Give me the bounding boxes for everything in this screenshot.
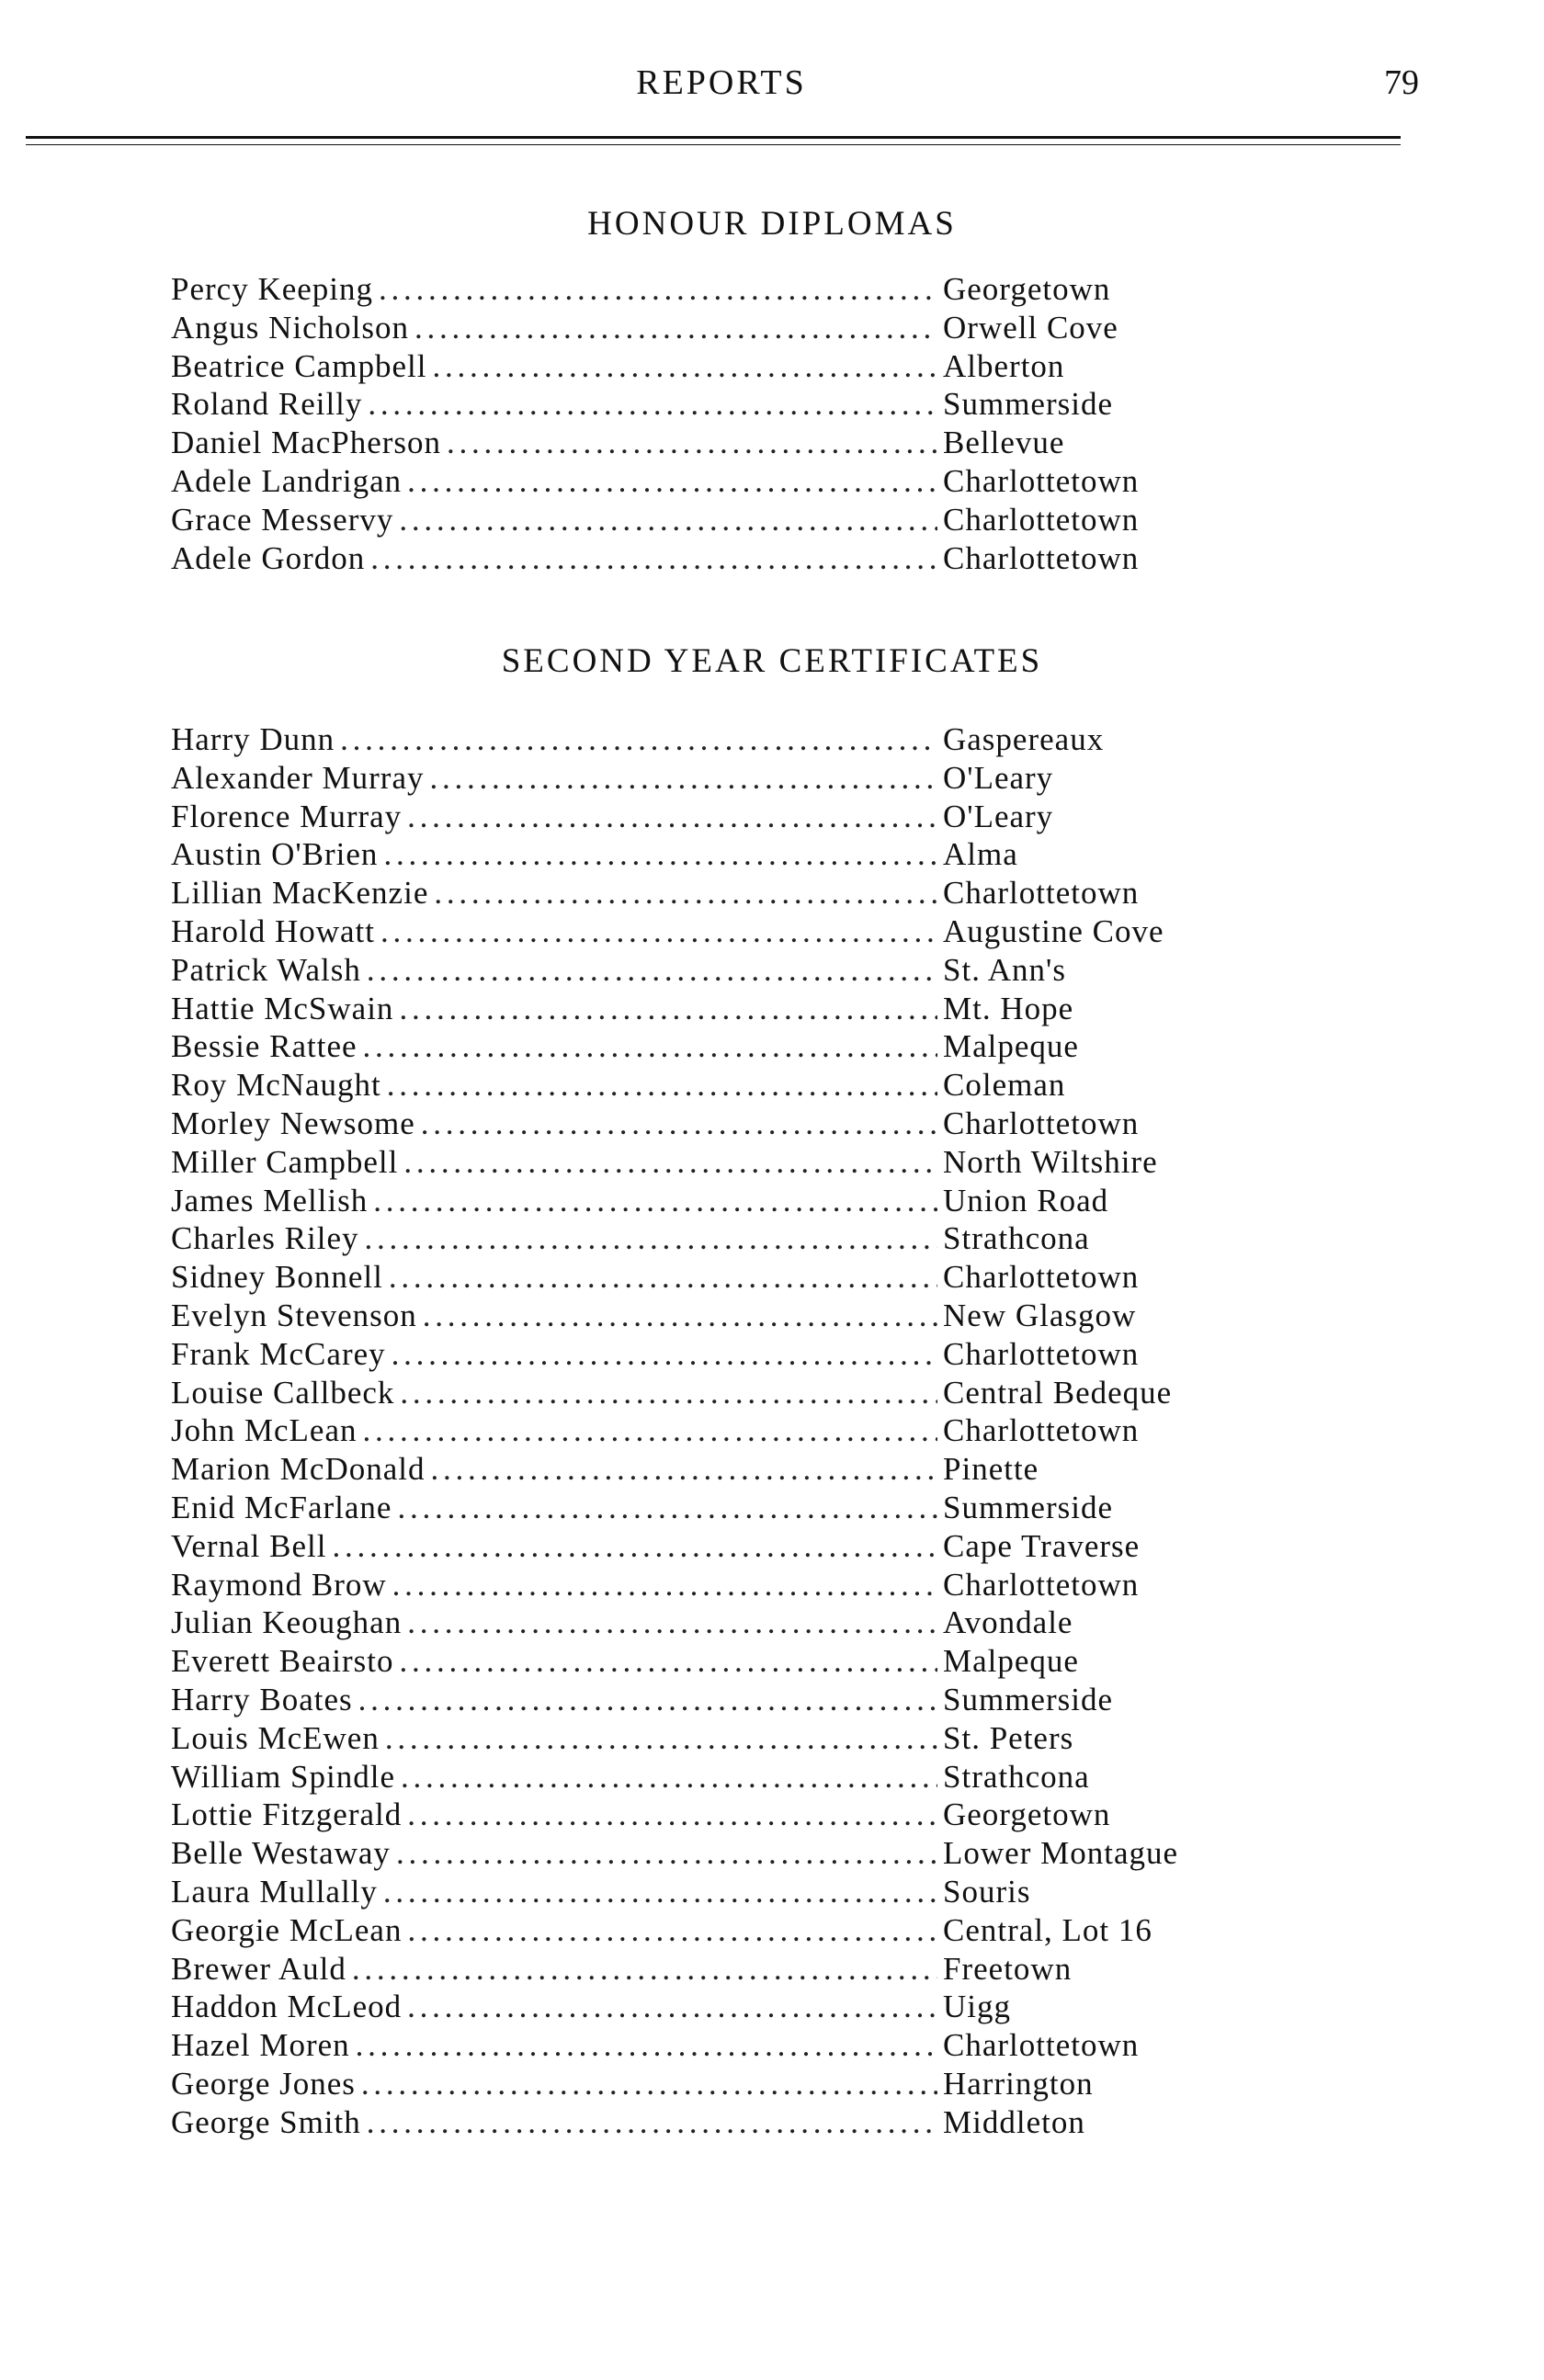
list-entry — [171, 798, 1219, 836]
dot-leader — [407, 1911, 937, 1950]
entry-name: Roy McNaught — [171, 1067, 381, 1104]
dot-leader — [414, 309, 937, 347]
list-entry — [171, 1758, 1219, 1796]
entry-place: St. Peters — [943, 1719, 1074, 1756]
entry-name: Morley Newsome — [171, 1105, 415, 1141]
entry-place: O'Leary — [943, 759, 1054, 796]
entry-place: Orwell Cove — [943, 309, 1118, 346]
entry-place: Summerside — [943, 1681, 1113, 1717]
entry-name: Miller Campbell — [171, 1143, 399, 1180]
list-entry — [171, 759, 1219, 798]
entry-name: William Spindle — [171, 1758, 395, 1795]
list-entry — [171, 1374, 1219, 1412]
entry-place: Uigg — [943, 1989, 1011, 2025]
entry-place: St. Ann's — [943, 951, 1066, 988]
entry-name: Belle Westaway — [171, 1835, 391, 1872]
dot-leader — [392, 1566, 937, 1604]
entry-name: Percy Keeping — [171, 271, 374, 307]
entry-place: Charlottetown — [943, 1335, 1140, 1372]
entry-name: Patrick Walsh — [171, 951, 361, 988]
list-entry — [171, 309, 1219, 347]
dot-leader — [396, 1834, 937, 1873]
honour-diplomas-heading: HONOUR DIPLOMAS — [587, 205, 957, 243]
list-entry — [171, 1335, 1219, 1374]
entry-name: Adele Landrigan — [171, 462, 403, 499]
list-entry — [171, 990, 1219, 1028]
entry-place: O'Leary — [943, 798, 1054, 834]
dot-leader — [399, 501, 937, 539]
entry-place: Alma — [943, 836, 1018, 873]
entry-place: New Glasgow — [943, 1297, 1137, 1333]
dot-leader — [362, 1411, 937, 1450]
running-head — [28, 62, 1419, 118]
dot-leader — [429, 759, 937, 798]
dot-leader — [432, 347, 937, 386]
entry-name: James Mellish — [171, 1182, 369, 1218]
entry-name: George Smith — [171, 2103, 361, 2140]
dot-leader — [367, 2103, 937, 2142]
list-entry — [171, 1450, 1219, 1489]
dot-leader — [403, 1143, 937, 1182]
entry-place: Charlottetown — [943, 539, 1140, 576]
entry-place: Freetown — [943, 1950, 1073, 1987]
entry-place: Charlottetown — [943, 1259, 1140, 1296]
entry-place: Souris — [943, 1873, 1031, 1910]
dot-leader — [392, 1335, 937, 1374]
dot-leader — [407, 1604, 937, 1642]
entry-place: Malpeque — [943, 1028, 1079, 1065]
list-entry — [171, 270, 1219, 309]
dot-leader — [401, 1758, 937, 1796]
list-entry — [171, 720, 1219, 759]
list-entry — [171, 1297, 1219, 1335]
entry-place: Harrington — [943, 2065, 1094, 2102]
entry-name: Hazel Moren — [171, 2027, 350, 2064]
list-entry — [171, 912, 1219, 951]
list-entry — [171, 1411, 1219, 1450]
entry-name: Laura Mullally — [171, 1873, 378, 1910]
entry-name: Everett Beairsto — [171, 1643, 394, 1680]
list-entry — [171, 347, 1219, 386]
list-entry — [171, 1796, 1219, 1834]
list-entry — [171, 1642, 1219, 1681]
list-entry — [171, 385, 1219, 424]
entry-place: Cape Traverse — [943, 1527, 1141, 1564]
entry-place: Charlottetown — [943, 875, 1140, 912]
dot-leader — [407, 1988, 937, 2026]
entry-place: Central, Lot 16 — [943, 1911, 1152, 1948]
entry-name: Roland Reilly — [171, 386, 363, 423]
dot-leader — [399, 1642, 937, 1681]
entry-place: Coleman — [943, 1067, 1066, 1104]
entry-name: Harry Boates — [171, 1681, 353, 1717]
entry-name: Harry Dunn — [171, 721, 335, 757]
entry-place: Georgetown — [943, 271, 1111, 307]
dot-leader — [423, 1297, 937, 1335]
entry-name: Grace Messervy — [171, 501, 394, 538]
second-year-certificates-list — [171, 720, 1219, 2141]
header-rule-thin — [26, 144, 1401, 145]
entry-place: Avondale — [943, 1604, 1073, 1641]
entry-place: Augustine Cove — [943, 912, 1164, 949]
dot-leader — [447, 424, 937, 462]
entry-name: Alexander Murray — [171, 759, 425, 796]
entry-place: North Wiltshire — [943, 1143, 1158, 1180]
dot-leader — [332, 1527, 937, 1566]
entry-name: Louis McEwen — [171, 1719, 380, 1756]
entry-name: Daniel MacPherson — [171, 425, 442, 461]
dot-leader — [340, 720, 937, 759]
running-title: REPORTS — [636, 63, 807, 102]
list-entry — [171, 1489, 1219, 1527]
dot-leader — [373, 1182, 937, 1220]
list-entry — [171, 874, 1219, 912]
list-entry — [171, 1143, 1219, 1182]
list-entry — [171, 2026, 1219, 2065]
entry-place: Mt. Hope — [943, 990, 1074, 1026]
dot-leader — [407, 798, 937, 836]
entry-place: Georgetown — [943, 1796, 1111, 1833]
entry-place: Charlottetown — [943, 1412, 1140, 1449]
entry-place: Summerside — [943, 1489, 1113, 1525]
list-entry — [171, 951, 1219, 990]
dot-leader — [356, 2026, 937, 2065]
list-entry — [171, 1873, 1219, 1911]
second-year-certificates-heading: SECOND YEAR CERTIFICATES — [501, 642, 1043, 680]
entry-place: Strathcona — [943, 1220, 1090, 1257]
dot-leader — [380, 912, 937, 951]
entry-name: Raymond Brow — [171, 1566, 387, 1603]
entry-name: Georgie McLean — [171, 1911, 403, 1948]
dot-leader — [434, 874, 937, 912]
entry-name: John McLean — [171, 1412, 358, 1449]
list-entry — [171, 1182, 1219, 1220]
entry-place: Charlottetown — [943, 501, 1140, 538]
entry-place: Gaspereaux — [943, 721, 1105, 757]
entry-name: Julian Keoughan — [171, 1604, 403, 1641]
entry-place: Malpeque — [943, 1643, 1079, 1680]
entry-place: Bellevue — [943, 425, 1065, 461]
dot-leader — [363, 1027, 937, 1066]
list-entry — [171, 1566, 1219, 1604]
entry-name: Hattie McSwain — [171, 990, 394, 1026]
entry-name: Harold Howatt — [171, 912, 375, 949]
entry-place: Union Road — [943, 1182, 1109, 1218]
list-entry — [171, 1911, 1219, 1950]
dot-leader — [400, 1374, 937, 1412]
list-entry — [171, 1527, 1219, 1566]
entry-name: Charles Riley — [171, 1220, 359, 1257]
entry-name: Bessie Rattee — [171, 1028, 358, 1065]
list-entry — [171, 1027, 1219, 1066]
list-entry — [171, 1988, 1219, 2026]
entry-name: George Jones — [171, 2065, 356, 2102]
list-entry — [171, 539, 1219, 578]
dot-leader — [389, 1258, 937, 1297]
dot-leader — [383, 835, 937, 874]
dot-leader — [370, 539, 937, 578]
entry-name: Vernal Bell — [171, 1527, 327, 1564]
entry-place: Charlottetown — [943, 1105, 1140, 1141]
list-entry — [171, 462, 1219, 501]
list-entry — [171, 1950, 1219, 1989]
entry-place: Pinette — [943, 1451, 1039, 1488]
entry-name: Austin O'Brien — [171, 836, 379, 873]
dot-leader — [397, 1489, 937, 1527]
list-entry — [171, 424, 1219, 462]
dot-leader — [361, 2065, 937, 2103]
entry-name: Adele Gordon — [171, 539, 366, 576]
dot-leader — [358, 1681, 937, 1719]
header-rule — [26, 136, 1401, 139]
list-entry — [171, 2065, 1219, 2103]
entry-name: Beatrice Campbell — [171, 347, 427, 384]
dot-leader — [430, 1450, 937, 1489]
list-entry — [171, 1604, 1219, 1642]
dot-leader — [407, 462, 937, 501]
list-entry — [171, 1219, 1219, 1258]
entry-place: Lower Montague — [943, 1835, 1179, 1872]
dot-leader — [387, 1066, 937, 1105]
entry-name: Frank McCarey — [171, 1335, 386, 1372]
entry-name: Angus Nicholson — [171, 309, 410, 346]
honour-diplomas-list — [171, 270, 1219, 577]
dot-leader — [367, 951, 937, 990]
dot-leader — [365, 1219, 938, 1258]
page-number: 79 — [1384, 63, 1419, 102]
entry-name: Evelyn Stevenson — [171, 1297, 417, 1333]
list-entry — [171, 1105, 1219, 1143]
entry-name: Louise Callbeck — [171, 1374, 395, 1411]
entry-place: Charlottetown — [943, 2027, 1140, 2064]
entry-place: Summerside — [943, 386, 1113, 423]
entry-name: Enid McFarlane — [171, 1489, 392, 1525]
list-entry — [171, 1681, 1219, 1719]
dot-leader — [352, 1950, 937, 1989]
list-entry — [171, 835, 1219, 874]
list-entry — [171, 1066, 1219, 1105]
list-entry — [171, 1834, 1219, 1873]
list-entry — [171, 2103, 1219, 2142]
list-entry — [171, 1719, 1219, 1758]
entry-place: Strathcona — [943, 1758, 1090, 1795]
list-entry — [171, 501, 1219, 539]
list-entry — [171, 1258, 1219, 1297]
entry-name: Marion McDonald — [171, 1451, 426, 1488]
entry-place: Middleton — [943, 2103, 1085, 2140]
entry-place: Charlottetown — [943, 1566, 1140, 1603]
dot-leader — [383, 1873, 937, 1911]
dot-leader — [368, 385, 937, 424]
entry-name: Haddon McLeod — [171, 1989, 403, 2025]
dot-leader — [399, 990, 937, 1028]
dot-leader — [407, 1796, 937, 1834]
entry-place: Central Bedeque — [943, 1374, 1173, 1411]
entry-name: Florence Murray — [171, 798, 403, 834]
entry-name: Lillian MacKenzie — [171, 875, 429, 912]
entry-name: Lottie Fitzgerald — [171, 1796, 403, 1833]
entry-name: Brewer Auld — [171, 1950, 346, 1987]
entry-name: Sidney Bonnell — [171, 1259, 383, 1296]
entry-place: Charlottetown — [943, 462, 1140, 499]
dot-leader — [385, 1719, 937, 1758]
entry-place: Alberton — [943, 347, 1065, 384]
dot-leader — [379, 270, 937, 309]
dot-leader — [421, 1105, 937, 1143]
